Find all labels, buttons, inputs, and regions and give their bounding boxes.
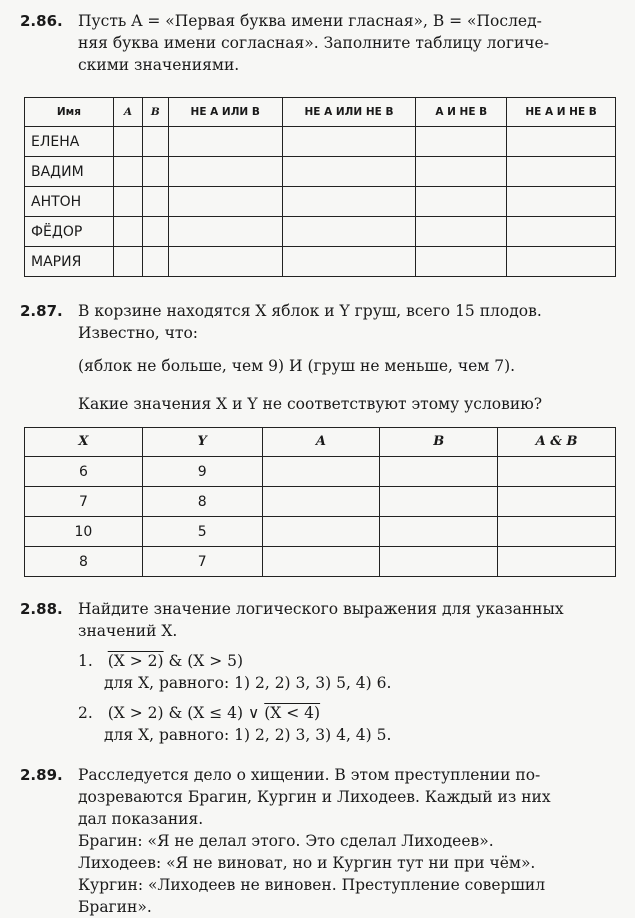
text-line: Известно, что: <box>78 324 199 342</box>
answer-cell[interactable] <box>416 247 507 277</box>
y-value: 9 <box>142 457 262 487</box>
truth-table-names <box>24 97 616 277</box>
text-line: В корзине находятся X яблок и Y груш, всего 15 плодов. <box>78 302 542 320</box>
answer-cell[interactable] <box>168 187 282 217</box>
problem-number: 2.86. <box>20 12 63 30</box>
answer-cell[interactable] <box>142 217 168 247</box>
header-a-and-b: A & B <box>498 428 616 457</box>
answer-cell[interactable] <box>168 217 282 247</box>
answer-cell[interactable] <box>416 217 507 247</box>
answer-cell[interactable] <box>282 217 416 247</box>
answer-cell[interactable] <box>416 187 507 217</box>
answer-cell[interactable] <box>507 157 616 187</box>
answer-cell[interactable] <box>380 487 498 517</box>
item-1 <box>78 650 617 694</box>
header-b: B <box>142 98 168 127</box>
answer-cell[interactable] <box>498 457 616 487</box>
truth-table-fruits <box>24 427 616 577</box>
answer-cell[interactable] <box>380 457 498 487</box>
text-line: Пусть A = «Первая буква имени гласная», B = «Послед- <box>78 12 542 30</box>
negated-expression: (X > 2) <box>107 652 164 670</box>
item-values: для X, равного: 1) 2, 2) 3, 3) 5, 4) 6. <box>104 674 392 692</box>
name-cell: ЕЛЕНА <box>25 127 114 157</box>
text-line: Кургин: «Лиходеев не виновен. Преступление совершил <box>78 876 546 894</box>
answer-cell[interactable] <box>262 547 380 577</box>
y-value: 5 <box>142 517 262 547</box>
answer-cell[interactable] <box>113 157 142 187</box>
text-line: значений X. <box>78 622 178 640</box>
answer-cell[interactable] <box>262 487 380 517</box>
answer-cell[interactable] <box>282 157 416 187</box>
x-value: 7 <box>25 487 143 517</box>
question-text: Какие значения X и Y не соответствуют этому условию? <box>78 395 543 413</box>
answer-cell[interactable] <box>168 247 282 277</box>
answer-cell[interactable] <box>142 247 168 277</box>
problem-number: 2.87. <box>20 302 63 320</box>
table-row <box>25 127 616 157</box>
table-header-row <box>25 98 616 127</box>
table-row <box>25 157 616 187</box>
answer-cell[interactable] <box>113 247 142 277</box>
answer-cell[interactable] <box>113 217 142 247</box>
text-line: Найдите значение логического выражения для указанных <box>78 600 564 618</box>
condition-text: (яблок не больше, чем 9) И (груш не меньше, чем 7). <box>78 357 516 375</box>
name-cell: АНТОН <box>25 187 114 217</box>
header-a: A <box>262 428 380 457</box>
header-name: Имя <box>25 98 114 127</box>
answer-cell[interactable] <box>113 187 142 217</box>
answer-cell[interactable] <box>282 247 416 277</box>
item-label: 1. <box>78 652 93 670</box>
table-row <box>25 547 616 577</box>
name-cell: ФЁДОР <box>25 217 114 247</box>
answer-cell[interactable] <box>113 127 142 157</box>
item-values: для X, равного: 1) 2, 2) 3, 3) 4, 4) 5. <box>104 726 392 744</box>
header-x: X <box>25 428 143 457</box>
problem-text <box>78 598 617 642</box>
answer-cell[interactable] <box>498 547 616 577</box>
table-row <box>25 457 616 487</box>
negated-expression: (X < 4) <box>264 704 321 722</box>
answer-cell[interactable] <box>380 547 498 577</box>
answer-cell[interactable] <box>168 157 282 187</box>
name-cell: ВАДИМ <box>25 157 114 187</box>
header-not-a-and-not-b: НЕ A И НЕ B <box>507 98 616 127</box>
item-label: 2. <box>78 704 93 722</box>
expression: & (X > 5) <box>163 652 244 670</box>
answer-cell[interactable] <box>498 517 616 547</box>
table-row <box>25 517 616 547</box>
text-line: Брагин». <box>78 898 152 916</box>
expression: (X > 2) & (X ≤ 4) ∨ <box>107 704 265 722</box>
header-not-a-or-b: НЕ A ИЛИ B <box>168 98 282 127</box>
problem-text <box>78 300 617 344</box>
table-header-row <box>25 428 616 457</box>
text-line: Лиходеев: «Я не виноват, но и Кургин тут ни при чём». <box>78 854 536 872</box>
answer-cell[interactable] <box>168 127 282 157</box>
answer-cell[interactable] <box>282 187 416 217</box>
x-value: 8 <box>25 547 143 577</box>
answer-cell[interactable] <box>416 157 507 187</box>
problem-text <box>78 10 617 76</box>
text-line: няя буква имени согласная». Заполните таблицу логиче- <box>78 34 549 52</box>
header-b: B <box>380 428 498 457</box>
answer-cell[interactable] <box>416 127 507 157</box>
answer-cell[interactable] <box>507 217 616 247</box>
problem-text <box>78 764 617 918</box>
header-a: A <box>113 98 142 127</box>
answer-cell[interactable] <box>262 517 380 547</box>
answer-cell[interactable] <box>262 457 380 487</box>
y-value: 7 <box>142 547 262 577</box>
answer-cell[interactable] <box>380 517 498 547</box>
answer-cell[interactable] <box>507 247 616 277</box>
x-value: 10 <box>25 517 143 547</box>
name-cell: МАРИЯ <box>25 247 114 277</box>
answer-cell[interactable] <box>507 127 616 157</box>
text-line: дозреваются Брагин, Кургин и Лиходеев. Каждый из них <box>78 788 551 806</box>
table-row <box>25 247 616 277</box>
answer-cell[interactable] <box>142 157 168 187</box>
header-y: Y <box>142 428 262 457</box>
answer-cell[interactable] <box>142 187 168 217</box>
answer-cell[interactable] <box>142 127 168 157</box>
answer-cell[interactable] <box>507 187 616 217</box>
table-row <box>25 187 616 217</box>
header-not-a-or-not-b: НЕ A ИЛИ НЕ B <box>282 98 416 127</box>
y-value: 8 <box>142 487 262 517</box>
answer-cell[interactable] <box>282 127 416 157</box>
answer-cell[interactable] <box>498 487 616 517</box>
table-row <box>25 217 616 247</box>
problem-number: 2.89. <box>20 766 63 784</box>
text-line: Брагин: «Я не делал этого. Это сделал Лиходеев». <box>78 832 494 850</box>
text-line: Расследуется дело о хищении. В этом преступлении по- <box>78 766 541 784</box>
table-row <box>25 487 616 517</box>
header-a-and-not-b: A И НЕ B <box>416 98 507 127</box>
x-value: 6 <box>25 457 143 487</box>
problem-number: 2.88. <box>20 600 63 618</box>
text-line: скими значениями. <box>78 56 240 74</box>
text-line: дал показания. <box>78 810 204 828</box>
item-2 <box>78 702 617 746</box>
